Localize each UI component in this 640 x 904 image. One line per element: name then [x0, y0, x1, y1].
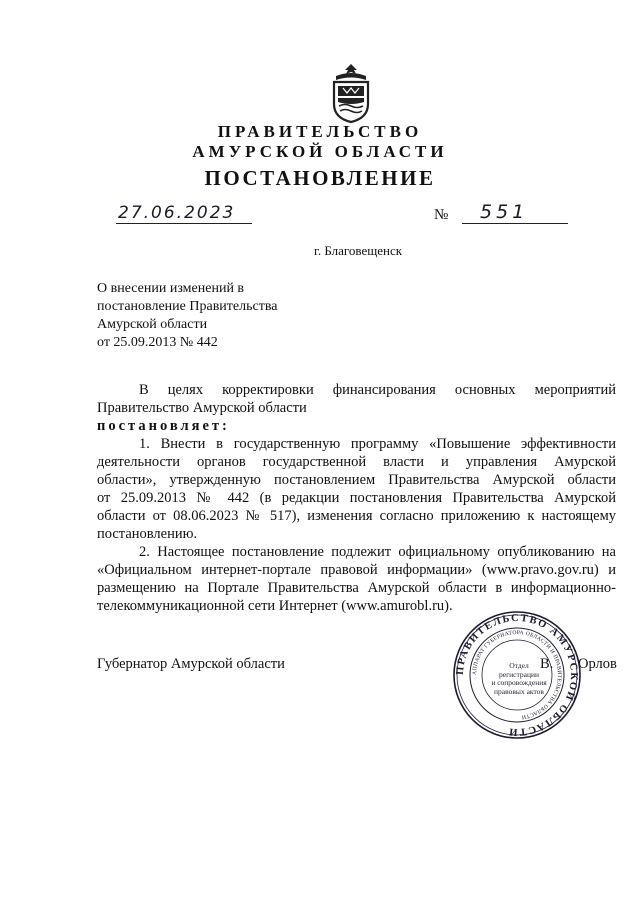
subject-line: постановление Правительства	[97, 299, 278, 314]
stamp-center-line: регистрации	[499, 669, 539, 679]
item1-line: постановлению.	[97, 526, 198, 542]
number-sign: №	[434, 207, 449, 223]
region-title: АМУРСКОЙ ОБЛАСТИ	[192, 142, 448, 161]
subject-line: от 25.09.2013 № 442	[97, 335, 218, 350]
stamp-inner-text: АППАРАТ ГУБЕРНАТОРА ОБЛАСТИ И ПРАВИТЕЛЬСТВА ОБЛАСТИ	[471, 629, 563, 720]
resolves-label: постановляет:	[97, 418, 230, 434]
document-subject	[97, 280, 277, 352]
item2-line: телекоммуникационной сети Интернет (www.amurobl.ru).	[97, 598, 453, 614]
date-underline	[116, 223, 252, 224]
signer-initials: В.	[540, 656, 554, 672]
document-type-title: ПОСТАНОВЛЕНИЕ	[204, 166, 436, 190]
signer-surname: Орлов	[578, 656, 617, 672]
item1-line: 1. Внести в государственную программу «Повышение эффективности	[139, 436, 616, 452]
item1-line: от 25.09.2013 № 442 (в редакции постановления Правительства Амурской	[97, 490, 616, 506]
item2-line: «Официальном интернет-портале правовой информации» (www.pravo.gov.ru) и	[97, 562, 616, 578]
stamp-center-line: правовых актов	[494, 686, 544, 696]
subject-line: Амурской области	[97, 317, 208, 332]
signer-position: Губернатор Амурской области	[97, 656, 285, 672]
stamp-center-line: Отдел	[509, 661, 529, 670]
item1-line: области», утвержденную постановлением Правительства Амурской области	[97, 472, 616, 488]
item1-line: деятельности органов государственной власти и управления Амурской	[97, 454, 616, 470]
stamp-center-line: и сопровождения	[491, 678, 547, 687]
intro-line: Правительство Амурской области	[97, 400, 307, 416]
amur-region-coat-of-arms-icon	[328, 62, 374, 124]
stamp-center-text	[484, 662, 554, 696]
item2-line: размещению на Портале Правительства Амурской области в информационно-	[97, 580, 616, 596]
subject-line: О внесении изменений в	[97, 281, 245, 296]
number-underline	[462, 223, 568, 224]
handwritten-number: 551	[480, 201, 529, 223]
stamp-outer-text: ПРАВИТЕЛЬСТВО АМУРСКОЙ ОБЛАСТИ	[454, 612, 580, 738]
handwritten-date: 27.06.2023	[118, 203, 236, 223]
document-body	[97, 381, 616, 615]
intro-line: В целях корректировки финансирования основных мероприятий	[139, 382, 616, 398]
city-label: г. Благовещенск	[313, 243, 403, 258]
government-title: ПРАВИТЕЛЬСТВО	[217, 122, 423, 141]
item1-line: области от 08.06.2023 № 517), изменения согласно приложению к настоящему	[97, 508, 616, 524]
item2-line: 2. Настоящее постановление подлежит официальному опубликованию на	[139, 544, 616, 560]
